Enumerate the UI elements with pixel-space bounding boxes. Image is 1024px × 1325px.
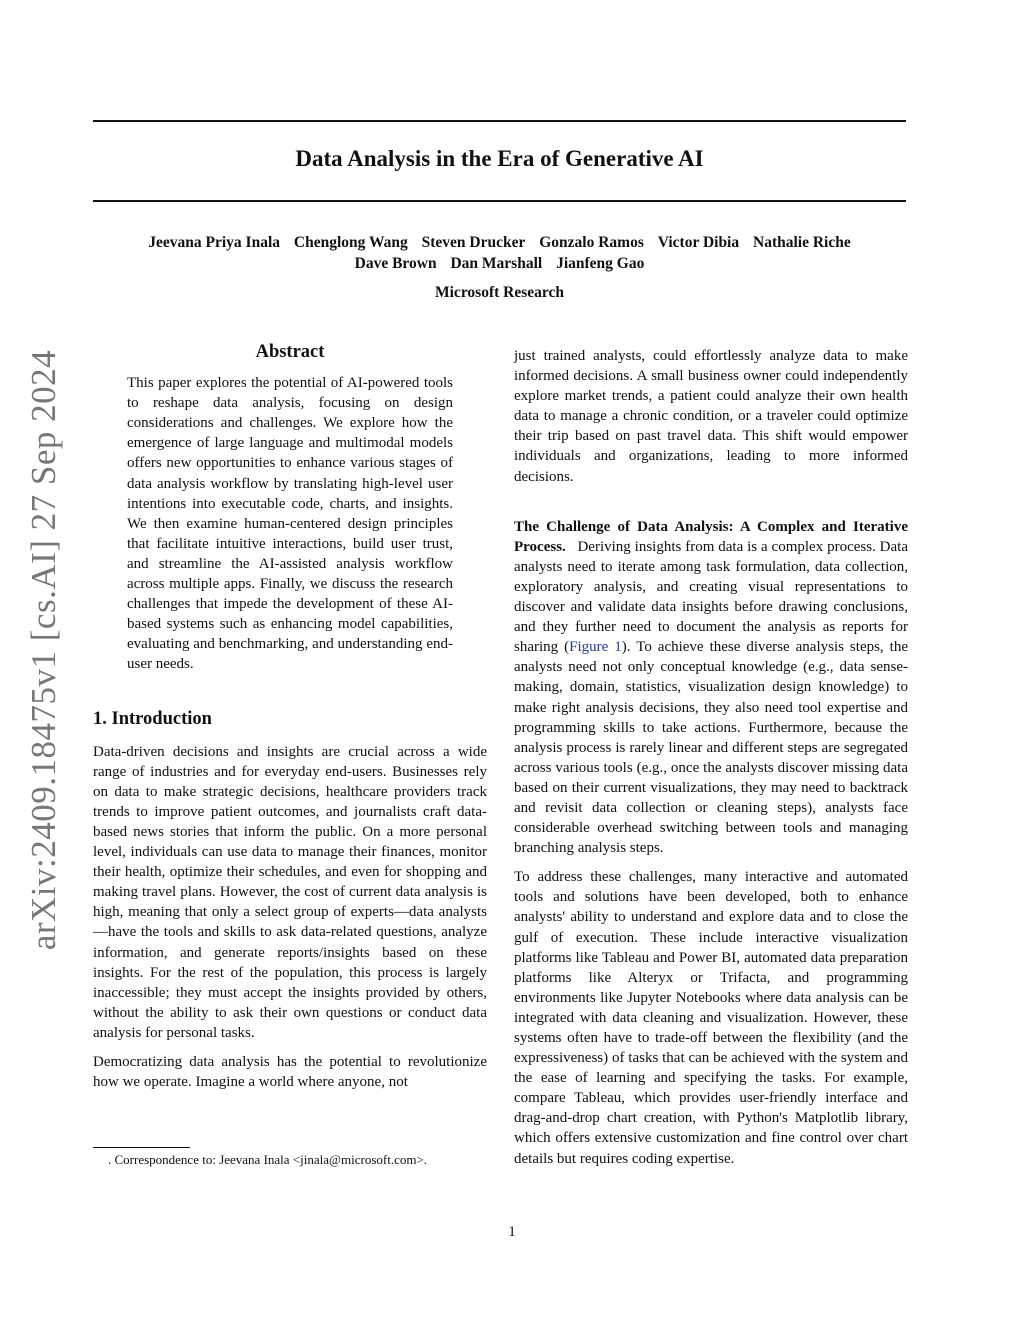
author-list-line-2 xyxy=(93,255,906,273)
affiliation: Microsoft Research xyxy=(435,284,564,301)
author-name: Dave Brown xyxy=(354,255,437,272)
paper-title: Data Analysis in the Era of Generative AI xyxy=(295,146,704,171)
author-name: Dan Marshall xyxy=(450,255,543,272)
author-name: Nathalie Riche xyxy=(753,234,851,251)
right-column xyxy=(514,346,908,1178)
author-name: Steven Drucker xyxy=(421,234,526,251)
author-name: Jeevana Priya Inala xyxy=(148,234,281,251)
paragraph-heading: The Challenge of Data Analysis: A Complex and Iterative Process. xyxy=(514,518,908,555)
author-name: Victor Dibia xyxy=(657,234,740,251)
author-list-line-1 xyxy=(93,234,906,252)
section-heading-introduction: 1. Introduction xyxy=(93,708,212,729)
arxiv-identifier-text: arXiv:2409.18475v1 [cs.AI] 27 Sep 2024 xyxy=(24,349,63,951)
challenge-text: Deriving insights from data is a complex process. Data analysts need to iterate among task formulation, data collection, exploratory analysis, and creating visual representations to discover and validate data insights before drawing conclusions, and they further need to document the analysis as reports for sharing ( xyxy=(514,538,909,656)
tools-paragraph: To address these challenges, many interactive and automated tools and solutions have been developed, both to enhance analysts' ability to understand and explore data and to close the gulf of execution. These include interactive visualization platforms like Tableau and Power BI, automated data preparation platforms like Alteryx or Trifacta, and programming environments like Jupyter Notebooks where data analysis can be integrated with data cleaning and visualization. However, these systems often have to trade-off between the flexibility (and the expressiveness) of tasks that can be achieved with the system and the ease of learning and specifying the tasks. For example, compare Tableau, which provides user-friendly interface and drag-and-drop chart creation, with Python's Matplotlib library, which offers extensive customization and fine control over chart details but requires coding expertise. xyxy=(514,869,908,1167)
figure-1-link[interactable]: Figure 1 xyxy=(569,639,622,656)
abstract-text: This paper explores the potential of AI-powered tools to reshape data analysis, focusing on design considerations and challenges. We explore how the emergence of large language and multimodal models offers new opportunities to enhance various stages of data analysis workflow by translating high-level user intentions into executable code, charts, and insights. We then examine human-centered design principles that facilitate intuitive interactions, build user trust, and streamline the AI-assisted analysis workflow across multiple apps. Finally, we discuss the research challenges that impede the development of these AI-based systems such as enhancing model capabilities, evaluating and benchmarking, and understanding end-user needs. xyxy=(127,375,453,673)
challenge-text-continued: ). To achieve these diverse analysis steps, the analysts need not only conceptual knowledge (e.g., data sense-making, domain, statistics, visualization design knowledge) to make right analysis decisions, they also need tool expertise and programming skills to take actions. Furthermore, because the analysis process is rarely linear and different steps are segregated across various tools (e.g., once the analysts discover missing data based on their current visualizations, they may need to backtrack and revisit data collection or cleaning steps), analysts face considerable overhead switching between tools and managing branching analysis steps. xyxy=(514,639,908,857)
intro-paragraph-2: Democratizing data analysis has the potential to revolutionize how we operate. Imagine a world where anyone, not xyxy=(93,1054,487,1091)
author-name: Jianfeng Gao xyxy=(556,255,645,272)
author-name: Gonzalo Ramos xyxy=(539,234,644,251)
left-column xyxy=(93,342,487,1101)
footnote-divider xyxy=(93,1147,190,1148)
author-name: Chenglong Wang xyxy=(293,234,408,251)
challenge-paragraph xyxy=(514,517,908,859)
page-number: 1 xyxy=(508,1224,516,1240)
top-rule xyxy=(93,120,906,122)
footnote-correspondence: . Correspondence to: Jeevana Inala <jinala@microsoft.com>. xyxy=(108,1152,428,1167)
intro-paragraph-2-continued: just trained analysts, could effortlessly analyze data to make informed decisions. A small business owner could independently explore market trends, a patient could analyze their own health data to manage a chronic condition, or a traveler could optimize their trip based on past travel data. This shift would empower individuals and organizations, leading to more informed decisions. xyxy=(514,348,908,485)
intro-paragraph-1: Data-driven decisions and insights are crucial across a wide range of industries and for everyday end-users. Businesses rely on data to make strategic decisions, healthcare providers track trends to improve patient outcomes, and journalists craft data-based news stories that inform the public. On a more personal level, individuals can use data to manage their finances, monitor their health, optimize their schedules, and even for shopping and making travel plans. However, the cost of current data analysis is high, meaning that only a select group of experts—data analysts—have the tools and skills to ask data-related questions, analyze information, and generate reports/insights based on these insights. For the rest of the population, this process is largely inaccessible; they must accept the insights provided by others, without the ability to ask their own questions or conduct data analysis for personal tasks. xyxy=(93,743,487,1041)
title-bottom-rule xyxy=(93,200,906,202)
abstract-heading: Abstract xyxy=(255,342,325,362)
